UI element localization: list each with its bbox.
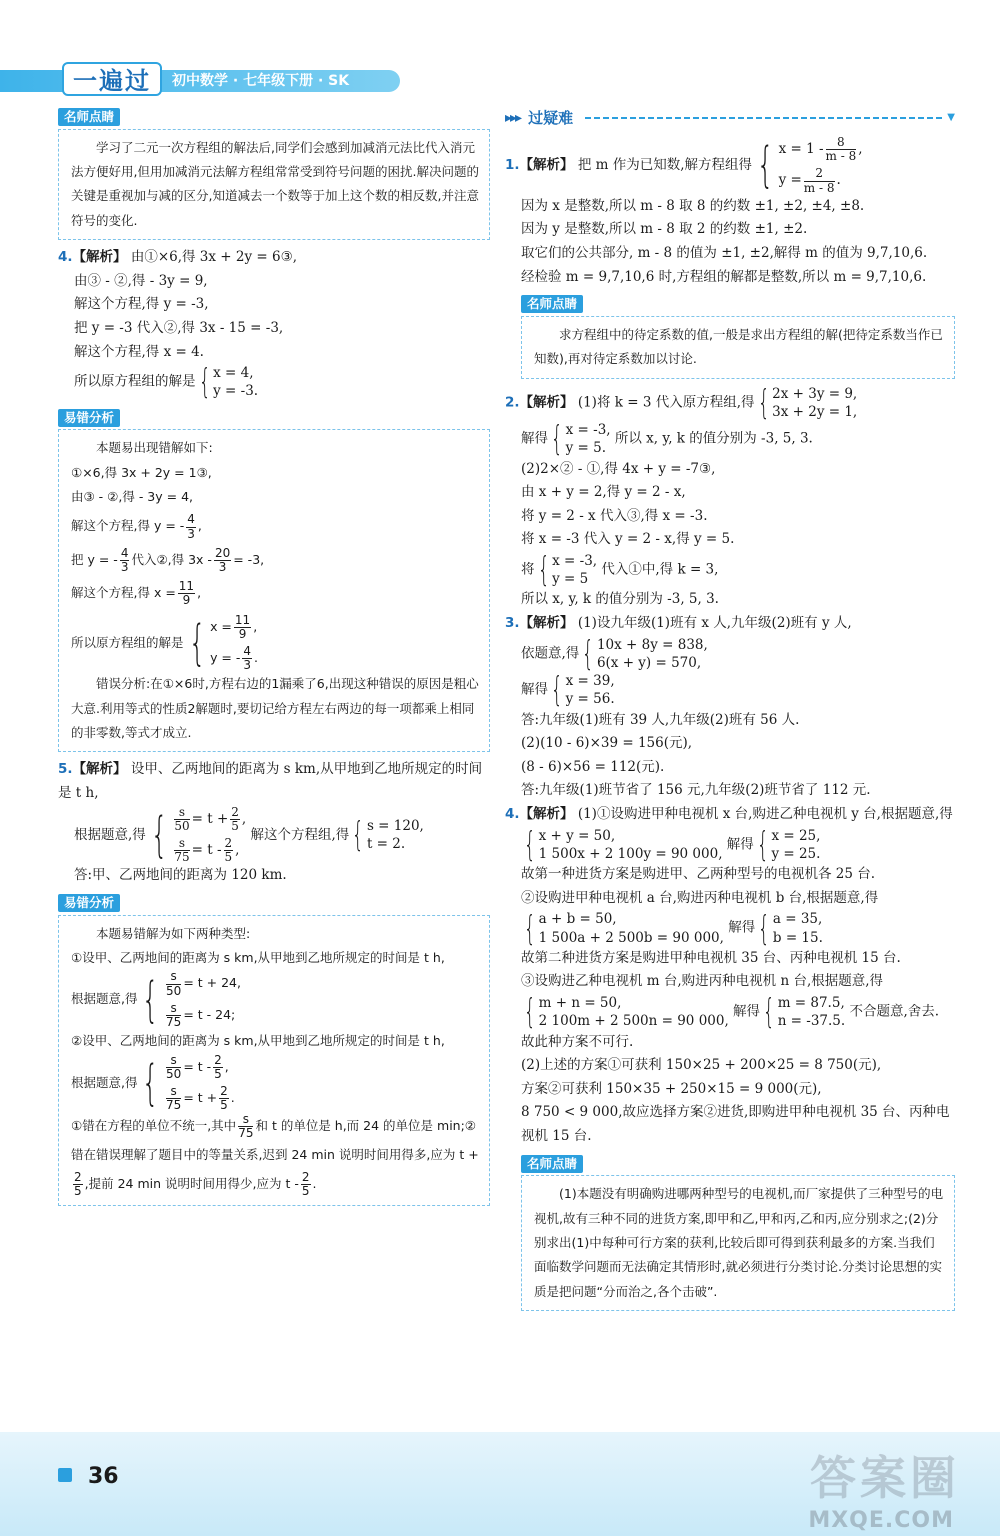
step: 解得 xyxy=(728,920,756,937)
error-tag: 易错分析 xyxy=(58,894,120,912)
equation: = t - xyxy=(191,842,222,859)
fraction xyxy=(120,547,130,574)
analysis-label: 【解析】 xyxy=(519,394,574,411)
page-marker-icon xyxy=(58,1468,72,1482)
numerator: 2 xyxy=(804,167,835,181)
denominator: 50 xyxy=(174,818,190,833)
step: 答:九年级(1)班有 39 人,九年级(2)班有 56 人. xyxy=(521,711,800,728)
step: 根据题意,得 xyxy=(74,826,146,843)
denominator: 5 xyxy=(214,1066,222,1081)
denominator: 75 xyxy=(174,850,190,865)
equation-line xyxy=(505,382,955,423)
step: 解这个方程,得 y = -3, xyxy=(74,296,209,313)
step: (2)(10 - 6)×39 = 156(元), xyxy=(521,735,693,752)
denominator: 75 xyxy=(166,1098,182,1113)
equation: s = 120, xyxy=(366,817,424,834)
page-number: 36 xyxy=(88,1464,119,1489)
equation: , xyxy=(253,618,258,634)
step: 把 y = - xyxy=(71,552,118,567)
denominator: 5 xyxy=(301,1183,310,1198)
step: 将 y = 2 - x 代入③,得 x = -3. xyxy=(521,507,708,524)
step: 由③ - ②,得 - 3y = 9, xyxy=(74,272,208,289)
equation-system: { m = 87.5, n = -37.5. xyxy=(762,992,846,1033)
equation-line xyxy=(505,550,955,591)
denominator: 9 xyxy=(238,626,247,641)
step: 8 750 < 9 000,故应选择方案②进货,即购进甲种电视机 35 台、丙种电视机 15 台. xyxy=(521,1104,950,1144)
page-footer xyxy=(0,1432,1000,1536)
triangle-icon: ▼ xyxy=(947,112,955,124)
denominator: 50 xyxy=(166,983,182,998)
equation: y = 25. xyxy=(771,845,821,862)
equation: = t + xyxy=(191,810,229,827)
step: 代入①中,得 k = 3, xyxy=(601,561,719,578)
fraction xyxy=(213,1054,223,1081)
equation-line xyxy=(71,1054,479,1113)
step: 把 m 作为已知数,解方程组得 xyxy=(577,156,753,173)
fraction xyxy=(166,1085,181,1112)
step: ①×6,得 3x + 2y = 1③, xyxy=(71,464,212,480)
denominator: 50 xyxy=(166,1066,182,1081)
equation: y = -3. xyxy=(213,383,259,400)
step: 所以原方程组的解是 xyxy=(71,634,184,650)
equation: y = 5. xyxy=(565,440,607,457)
equation-system: { a + b = 50, 1 500a + 2 500b = 90 000, xyxy=(523,908,724,949)
numerator: 4 xyxy=(120,545,129,560)
equation: x = -3, xyxy=(552,553,598,569)
step: 依题意,得 xyxy=(521,645,580,662)
equation: x = xyxy=(210,618,232,634)
tip-tag: 名师点睛 xyxy=(58,108,120,126)
right-column xyxy=(505,106,955,1311)
step: 由①×6,得 3x + 2y = 6③, xyxy=(130,249,298,266)
tip-box-2 xyxy=(505,293,955,378)
step: 解得 xyxy=(521,681,548,698)
tip-tag: 名师点睛 xyxy=(521,295,583,313)
analysis-label: 【解析】 xyxy=(72,249,127,266)
step: 本题易错解为如下两种类型: xyxy=(96,925,251,941)
step: 故第二种进货方案是购进甲种电视机 35 台、丙种电视机 15 台. xyxy=(521,949,901,966)
denominator: 3 xyxy=(243,658,252,673)
step: ①错在方程的单位不统一,其中 xyxy=(71,1118,237,1134)
step: (2)上述的方案①可获利 150×25 + 200×25 = 8 750(元), xyxy=(521,1057,882,1074)
fraction xyxy=(73,1171,83,1198)
watermark: 答案圈 xyxy=(810,1451,960,1505)
numerator: 8 xyxy=(826,136,857,150)
equation: . xyxy=(254,650,259,666)
step: 故第一种进货方案是购进甲、乙两种型号的电视机各 25 台. xyxy=(521,866,876,883)
equation: , xyxy=(241,810,247,827)
equation: b = 15. xyxy=(772,929,823,946)
numerator: s xyxy=(174,806,189,820)
equation: = t - 24; xyxy=(183,1007,236,1022)
step: 将 x = -3 代入 y = 2 - x,得 y = 5. xyxy=(521,531,735,548)
analysis-label: 【解析】 xyxy=(519,615,574,632)
equation-system: { x = 1 - $\frac{8}{m - 8}$ , y = $\frac{2}{m - 8}$ . xyxy=(756,135,863,195)
step: (1)①设购进甲种电视机 x 台,购进乙种电视机 y 台,根据题意,得 xyxy=(577,806,953,823)
equation: a = 35, xyxy=(772,911,823,928)
numerator: 4 xyxy=(187,512,195,527)
denominator: m - 8 xyxy=(825,149,857,164)
equation-system: { 10x + 8y = 838, 6(x + y) = 570, xyxy=(582,633,708,674)
step: ,提前 24 min 说明时间用得少,应为 t - xyxy=(84,1175,299,1191)
error-box-1 xyxy=(58,407,490,753)
equation: y = 56. xyxy=(565,691,615,708)
step: . xyxy=(312,1175,317,1191)
equation: m + n = 50, xyxy=(538,995,622,1012)
equation-line xyxy=(71,970,479,1029)
equation-system: { a = 35, b = 15. xyxy=(758,908,823,949)
equation-line xyxy=(505,908,955,949)
equation: t = 2. xyxy=(366,836,406,853)
question-number: 4. xyxy=(505,806,520,823)
numerator: s xyxy=(174,837,189,851)
equation-line xyxy=(505,824,955,865)
numerator: s xyxy=(166,970,181,984)
step: 根据题意,得 xyxy=(71,991,138,1007)
answer-5 xyxy=(58,758,490,888)
equation: y = 5 xyxy=(552,571,589,588)
tip-box-3 xyxy=(505,1153,955,1312)
step: 因为 x 是整数,所以 m - 8 取 8 的约数 ±1, ±2, ±4, ±8. xyxy=(521,197,865,214)
numerator: 11 xyxy=(178,579,195,594)
denominator: 75 xyxy=(238,1126,254,1141)
fraction xyxy=(178,580,195,607)
step: 解得 xyxy=(726,836,754,853)
analysis-label: 【解析】 xyxy=(72,761,127,778)
question-number: 2. xyxy=(505,394,520,411)
answer-r4 xyxy=(505,803,955,1149)
chevrons-icon: ▸▸▸ xyxy=(505,109,521,126)
answer-text: 答:甲、乙两地间的距离为 120 km. xyxy=(74,867,287,884)
fraction xyxy=(166,1054,181,1081)
equation-system: { 2x + 3y = 9, 3x + 2y = 1, xyxy=(757,382,858,423)
step: ②设甲、乙两地间的距离为 s km,从甲地到乙地所规定的时间是 t h, xyxy=(71,1033,445,1049)
numerator: s xyxy=(166,1054,181,1068)
denominator: 9 xyxy=(182,593,191,608)
step: 经检验 m = 9,7,10,6 时,方程组的解都是整数,所以 m = 9,7,10,6. xyxy=(521,268,927,285)
equation-line xyxy=(505,136,955,195)
equation: n = -37.5. xyxy=(777,1013,846,1030)
equation: . xyxy=(230,1090,235,1106)
fraction xyxy=(219,1085,229,1112)
numerator: 2 xyxy=(220,1083,228,1098)
fraction xyxy=(242,645,252,672)
fraction xyxy=(166,970,181,997)
step: 将 xyxy=(521,561,535,578)
tip-tag: 名师点睛 xyxy=(521,1155,583,1173)
step: (1)设九年级(1)班有 x 人,九年级(2)班有 y 人, xyxy=(577,615,852,632)
step: 解这个方程,得 x = 4. xyxy=(74,343,204,360)
equation: 6(x + y) = 570, xyxy=(596,654,702,671)
numerator: s xyxy=(166,1002,181,1016)
equation-system: { x = 4, y = -3. xyxy=(198,362,259,403)
equation: = t - xyxy=(183,1058,212,1074)
solution-line xyxy=(58,362,490,403)
equation-system: { $\frac{s}{50}$ = t - $\frac{2}{5}$ , $\frac{s}{75}$ = t + $\frac{2}{5}$ . xyxy=(142,1052,235,1113)
numerator: s xyxy=(166,1085,181,1099)
solution-line xyxy=(71,614,479,673)
equation: 1 500a + 2 500b = 90 000, xyxy=(538,929,724,946)
equation-system: { x = -3, y = 5 xyxy=(537,550,598,591)
analysis-label: 【解析】 xyxy=(519,156,574,173)
equation-line xyxy=(505,419,955,460)
step: 由 x + y = 2,得 y = 2 - x, xyxy=(521,484,686,501)
fraction xyxy=(186,513,196,540)
question-number: 5. xyxy=(58,761,73,778)
denominator: m - 8 xyxy=(803,180,835,195)
equation: x + y = 50, xyxy=(538,827,616,844)
step: (2)2×② - ①,得 4x + y = -7③, xyxy=(521,460,716,477)
equation-line xyxy=(505,633,955,674)
equation: a + b = 50, xyxy=(538,911,617,928)
equation: 10x + 8y = 838, xyxy=(596,636,708,653)
step: 所以 x, y, k 的值分别为 -3, 5, 3. xyxy=(614,430,813,447)
tip-text: 学习了二元一次方程组的解法后,同学们会感到加减消元法比代入消元法方便好用,但用加减消元法解方程组常常受到符号问题的困扰.解决问题的关键是重视加与减的区分,知道减去一个数等于加上这个数的相反数,并注意符号的变化. xyxy=(71,139,479,228)
step: 本题易出现错解如下: xyxy=(96,440,213,456)
equation-system: { x = 25, y = 25. xyxy=(756,824,821,865)
equation: 2 100m + 2 500n = 90 000, xyxy=(538,1013,729,1030)
divider xyxy=(585,117,945,119)
error-analysis: 错误分析:在①×6时,方程右边的1漏乘了6,出现这种错误的原因是粗心大意.利用等式的性质2解题时,要切记给方程左右两边的每一项都乘上相同的非零数,等式才成立. xyxy=(71,676,479,741)
answer-r2 xyxy=(505,382,955,612)
question-number: 3. xyxy=(505,615,520,632)
denominator: 5 xyxy=(220,1098,228,1113)
fraction xyxy=(174,806,189,833)
analysis-label: 【解析】 xyxy=(519,806,574,823)
equation: , xyxy=(235,842,240,859)
equation-system: { s = 120, t = 2. xyxy=(352,815,424,856)
section-heading xyxy=(505,106,955,130)
numerator: 4 xyxy=(243,643,252,658)
equation: . xyxy=(836,172,841,189)
step: 所以 x, y, k 的值分别为 -3, 5, 3. xyxy=(521,591,719,608)
left-column xyxy=(58,106,490,1206)
step: 根据题意,得 xyxy=(71,1074,138,1090)
tip-text: (1)本题没有明确购进哪两种型号的电视机,而厂家提供了三种型号的电视机,故有三种不同的进货方案,即甲和乙,甲和丙,乙和丙,应分别求之;(2)分别求出(1)中每种可行方案的获利,比较后即可得到获利最多的方案.当我们面临数学问题而无法确定其情形时,就必须进行分类讨论.分类讨论思想的实质是把问题“分而治之,各个击破”. xyxy=(534,1186,944,1299)
equation: x = 4, xyxy=(213,365,254,382)
step: ③设购进乙种电视机 m 台,购进丙种电视机 n 台,根据题意,得 xyxy=(521,973,884,990)
fraction xyxy=(166,1002,181,1029)
step: 和 t 的单位是 h,而 24 的单位是 min;②错在错误理解了题目中的等量关系,迟到 24 min 说明时间用得多,应为 t + xyxy=(71,1118,479,1163)
step: 因为 y 是整数,所以 m - 8 取 2 的约数 ±1, ±2. xyxy=(521,221,808,238)
fraction xyxy=(234,614,251,641)
step: 代入②,得 3x - xyxy=(131,552,212,567)
denominator: 5 xyxy=(231,818,239,833)
denominator: 75 xyxy=(166,1015,182,1029)
denominator: 3 xyxy=(120,560,129,574)
numerator: 2 xyxy=(301,1169,310,1184)
numerator: 2 xyxy=(74,1169,82,1184)
step: 不合题意,舍去. xyxy=(849,1003,940,1020)
step: 取它们的公共部分, m - 8 的值为 ±1, ±2,解得 m 的值为 9,7,10,6. xyxy=(521,245,928,261)
error-box-2 xyxy=(58,892,490,1206)
numerator: 11 xyxy=(234,612,251,627)
step: ②设购进甲种电视机 a 台,购进丙种电视机 b 台,根据题意,得 xyxy=(521,889,879,906)
step: ①设甲、乙两地间的距离为 s km,从甲地到乙地所规定的时间是 t h, xyxy=(71,950,445,966)
fraction xyxy=(224,837,234,864)
answer-r1 xyxy=(505,136,955,289)
step: (1)将 k = 3 代入原方程组,得 xyxy=(577,394,755,411)
step: 设甲、乙两地间的距离为 s km,从甲地到乙地所规定的时间是 t h, xyxy=(58,761,483,802)
step: 所以原方程组的解是 xyxy=(74,373,196,390)
denominator: 5 xyxy=(224,850,233,865)
equation: 1 500x + 2 100y = 90 000, xyxy=(538,845,723,862)
step: 解得 xyxy=(521,430,548,447)
numerator: 2 xyxy=(231,804,239,819)
denominator: 3 xyxy=(218,560,227,574)
step: = -3, xyxy=(233,552,265,567)
fraction xyxy=(238,1113,253,1140)
numerator: s xyxy=(238,1113,253,1127)
fraction xyxy=(174,837,189,864)
step: 答:九年级(1)班节省了 156 元,九年级(2)班节省了 112 元. xyxy=(521,782,871,799)
equation: , xyxy=(858,141,863,158)
step: (8 - 6)×56 = 112(元). xyxy=(521,758,665,775)
equation-system: { x + y = 50, 1 500x + 2 100y = 90 000, xyxy=(523,824,723,865)
equation: y = xyxy=(778,172,802,189)
step: , xyxy=(197,585,202,601)
fraction xyxy=(301,1171,311,1198)
equation: 2x + 3y = 9, xyxy=(772,385,858,402)
equation: , xyxy=(224,1058,229,1074)
equation: = t + 24, xyxy=(183,975,241,991)
equation-system: { x = -3, y = 5. xyxy=(550,419,611,460)
error-analysis xyxy=(71,1112,479,1198)
equation-system: { x = 39, y = 56. xyxy=(550,670,615,711)
equation-system: { $\frac{s}{50}$ = t + $\frac{2}{5}$ , $\frac{s}{75}$ = t - $\frac{2}{5}$ , xyxy=(150,804,247,865)
equation-line xyxy=(505,992,955,1033)
watermark-url: MXQE.COM xyxy=(808,1508,954,1533)
tip-box-1 xyxy=(58,106,490,240)
fraction xyxy=(214,547,231,574)
equation: x = 1 - xyxy=(778,141,824,158)
series-logo: 一遍过 xyxy=(62,62,162,96)
answer-4 xyxy=(58,246,490,401)
step: , xyxy=(197,518,202,534)
equation: x = 39, xyxy=(565,673,615,690)
book-subtitle: 初中数学 · 七年级下册 · SK xyxy=(172,73,350,89)
step: 由③ - ②,得 - 3y = 4, xyxy=(71,489,193,505)
page-header xyxy=(0,62,1000,98)
error-tag: 易错分析 xyxy=(58,409,120,427)
equation-system: { m + n = 50, 2 100m + 2 500n = 90 000, xyxy=(523,992,729,1033)
numerator: 2 xyxy=(214,1052,222,1067)
question-number: 4. xyxy=(58,249,73,266)
step: 解得 xyxy=(733,1003,761,1020)
fraction xyxy=(804,167,835,194)
equation-system: { x = $\frac{11}{9}$ , y = - $\frac{4}{3}$ . xyxy=(188,612,259,673)
section-title: 过疑难 xyxy=(528,108,574,127)
denominator: 5 xyxy=(74,1183,82,1198)
equation-system: { $\frac{s}{50}$ = t + 24, $\frac{s}{75}$ = t - 24; xyxy=(142,969,241,1029)
step: 把 y = -3 代入②,得 3x - 15 = -3, xyxy=(74,320,284,336)
equation: = t + xyxy=(183,1090,218,1106)
fraction xyxy=(230,806,240,833)
equation: 3x + 2y = 1, xyxy=(772,403,858,420)
numerator: 2 xyxy=(224,836,233,851)
numerator: 20 xyxy=(214,545,231,560)
denominator: 3 xyxy=(187,526,195,541)
step: 解这个方程,得 x = xyxy=(71,585,176,601)
fraction xyxy=(826,136,857,163)
equation-line xyxy=(505,670,955,711)
equation-line xyxy=(58,806,490,865)
step: 解这个方程组,得 xyxy=(250,826,350,843)
equation: x = -3, xyxy=(565,422,611,439)
step: 方案②可获利 150×35 + 250×15 = 9 000(元), xyxy=(521,1080,822,1097)
answer-r3 xyxy=(505,612,955,803)
tip-text: 求方程组中的待定系数的值,一般是求出方程组的解(把待定系数当作已知数),再对待定系数加以讨论. xyxy=(534,326,943,367)
equation: x = 25, xyxy=(771,827,821,844)
step: 故此种方案不可行. xyxy=(521,1033,634,1050)
equation: y = - xyxy=(210,650,241,666)
question-number: 1. xyxy=(505,156,520,173)
step: 解这个方程,得 y = - xyxy=(71,518,185,534)
equation: m = 87.5, xyxy=(777,995,845,1012)
